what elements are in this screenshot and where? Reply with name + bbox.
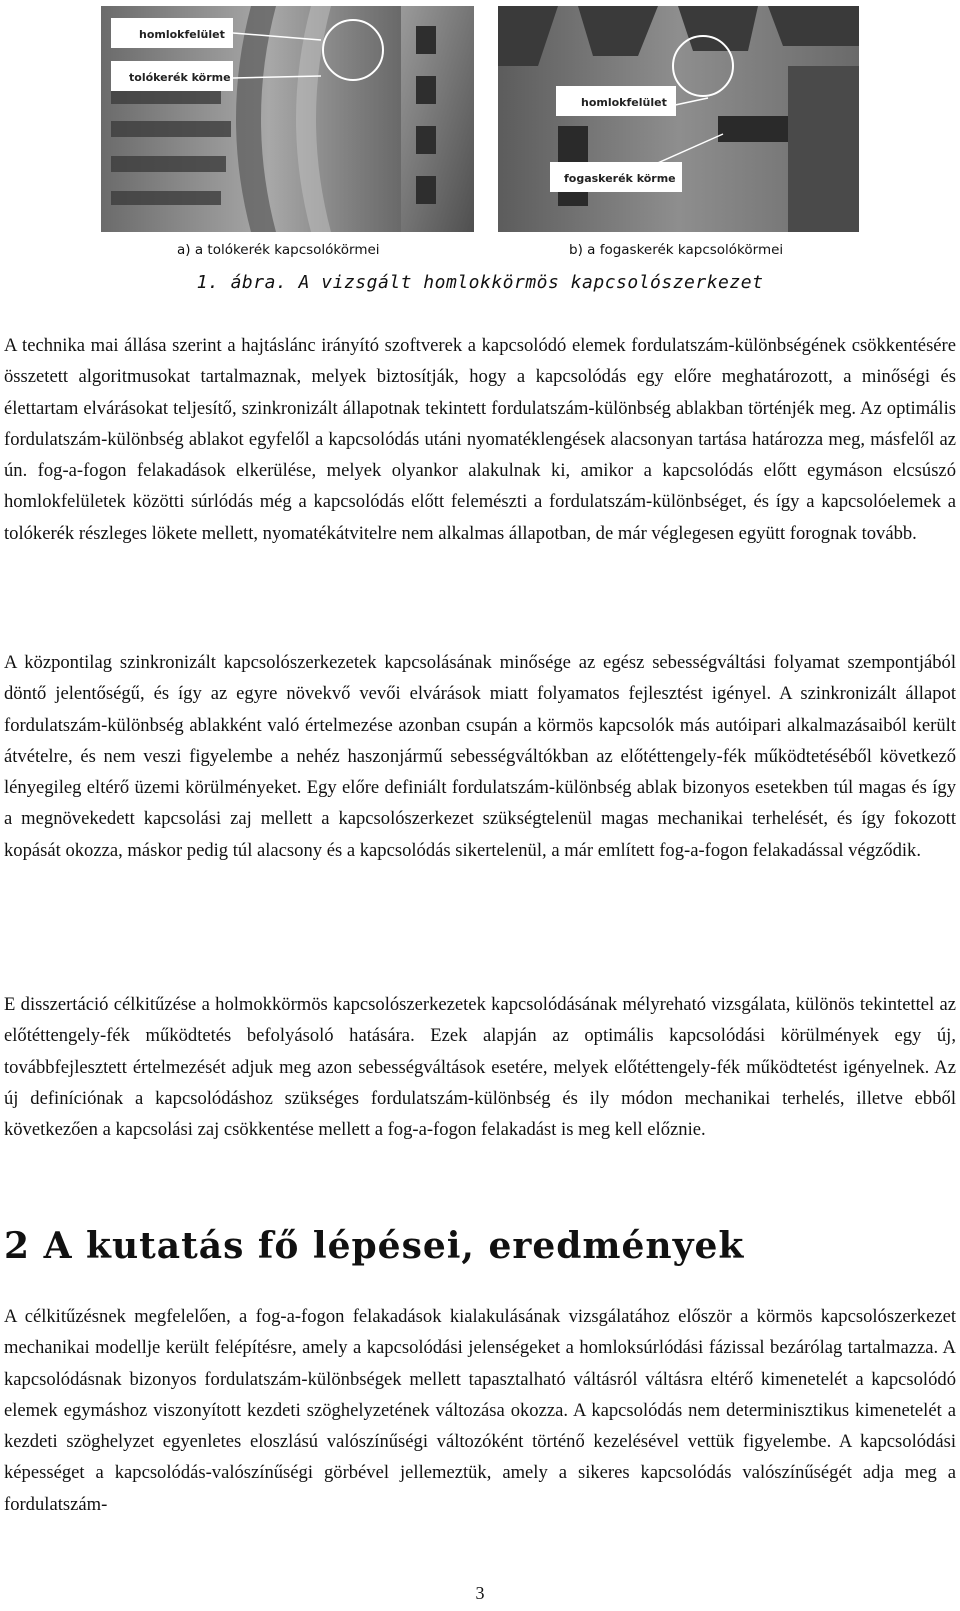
paragraph-2: A központilag szinkronizált kapcsolószerkezetek kapcsolásának minősége az egész sebességváltási folyamat szempontjából döntő jelentőségű, és így az egyre növekvő vevői elvárások miatt folyamatos fejlesztést igényel. A szinkronizált állapot fordulatszám-különbség ablakként való értelmezése azonban csupán a körmös kapcsolók más autóipari alkalmazásaiból került átvételre, és nem veszi figyelembe a nehéz haszonjármű sebességváltókban az előtéttengely-fék működtetéséből következő lényegileg eltérő üzemi körülményeket. Egy előre definiált fordulatszám-különbség ablak bizonyos esetekben túl magas és így a megnövekedett kapcsolási zaj mellett a kapcsolószerkezet szükségtelenül magas mechanikai terhelését, és így fokozott kopását okozza, máskor pedig túl alacsony és a kapcsolódás sikertelenül, a már említett fog-a-fogon felakadással végződik. xyxy=(4,652,956,861)
paragraph-3: E disszertáció célkitűzése a holmokkörmös kapcsolószerkezetek kapcsolódásának mélyreható vizsgálata, különös tekintettel az előtéttengely-fék működtetés befolyásoló hatására. Ezek alapján az optimális kapcsolódási körülmények egy új, továbbfejlesztett értelmezését adjuk meg azon sebességváltások esetére, melyek előtéttengely-fék működtetést igényelnek. Az új definíciónak a kapcsolódáshoz szükséges fordulatszám-különbség és ily módon mechanikai terhelés, illetve ebből következően a kapcsolási zaj csökkentése mellett a fog-a-fogon felakadást is meg kell előznie. xyxy=(4,994,956,1141)
page-number: 3 xyxy=(475,1583,485,1603)
label-sleeve-dog: tolókerék körme xyxy=(129,71,231,84)
paragraph-1: A technika mai állása szerint a hajtáslánc irányító szoftverek a kapcsolódó elemek fordulatszám-különbségének csökkentésére összetett algoritmusokat tartalmaznak, melyek biztosítják, hogy a kapcsolódás egy előre meghatározott, a minőségi és élettartam elvárásokat teljesítő, szinkronizált állapotnak tekintett fordulatszám-különbség ablakban történjék meg. Az optimális fordulatszám-különbség ablakot egyfelől a kapcsolódás utáni nyomatéklengések alacsonyan tartása határozza meg, másfelől az ún. fog-a-fogon felakadások elkerülése, melyek olyankor alakulnak ki, amikor a kapcsolódás előtt egymáson elcsúszó homlokfelületek közötti súrlódás még a kapcsolódás előtt felemészti a fordulatszám-különbséget, és így a kapcsolóelemek a tolókerék részleges lökete mellett, nyomatékátvitelre nem alkalmas állapotban, de már véglegesen együtt forognak tovább. xyxy=(4,335,956,544)
paragraph-4: A célkitűzésnek megfelelően, a fog-a-fogon felakadások kialakulásának vizsgálatához először a körmös kapcsolószerkezet mechanikai modellje került felépítésre, amely a kapcsolódási jelenségeket a homloksúrlódási fázissal bezárólag tartalmazza. A kapcsolódásnak bizonyos fordulatszám-különbségek mellett tapasztalható váltásról váltásra eltérő kimenetelét a kapcsolódó elemek egymáshoz viszonyított kezdeti szöghelyzetének változása okozza. A kapcsolódás nem determinisztikus kimenetelét a kezdeti szöghelyzet egyenletes eloszlású valószínűségi változóként történő kezelésével vettük figyelembe. A kapcsolódási képességet a kapcsolódás-valószínűségi görbével jellemeztük, amely a sikeres kapcsolódás valószínűségét adja meg a fordulatszám- xyxy=(4,1306,956,1515)
label-face-surface-a: homlokfelület xyxy=(139,28,225,41)
photo-dog-clutch-gear xyxy=(498,6,859,232)
subcaption-b: b) a fogaskerék kapcsolókörmei xyxy=(569,242,784,258)
label-gear-dog: fogaskerék körme xyxy=(564,172,676,185)
label-face-surface-b: homlokfelület xyxy=(581,96,667,109)
photo-dog-clutch-sleeve xyxy=(101,6,474,232)
section-heading: 2 A kutatás fő lépései, eredmények xyxy=(4,1225,745,1267)
figure-title: 1. ábra. A vizsgált homlokkörmös kapcsolószerkezet xyxy=(196,272,764,293)
subcaption-a: a) a tolókerék kapcsolókörmei xyxy=(177,242,380,258)
